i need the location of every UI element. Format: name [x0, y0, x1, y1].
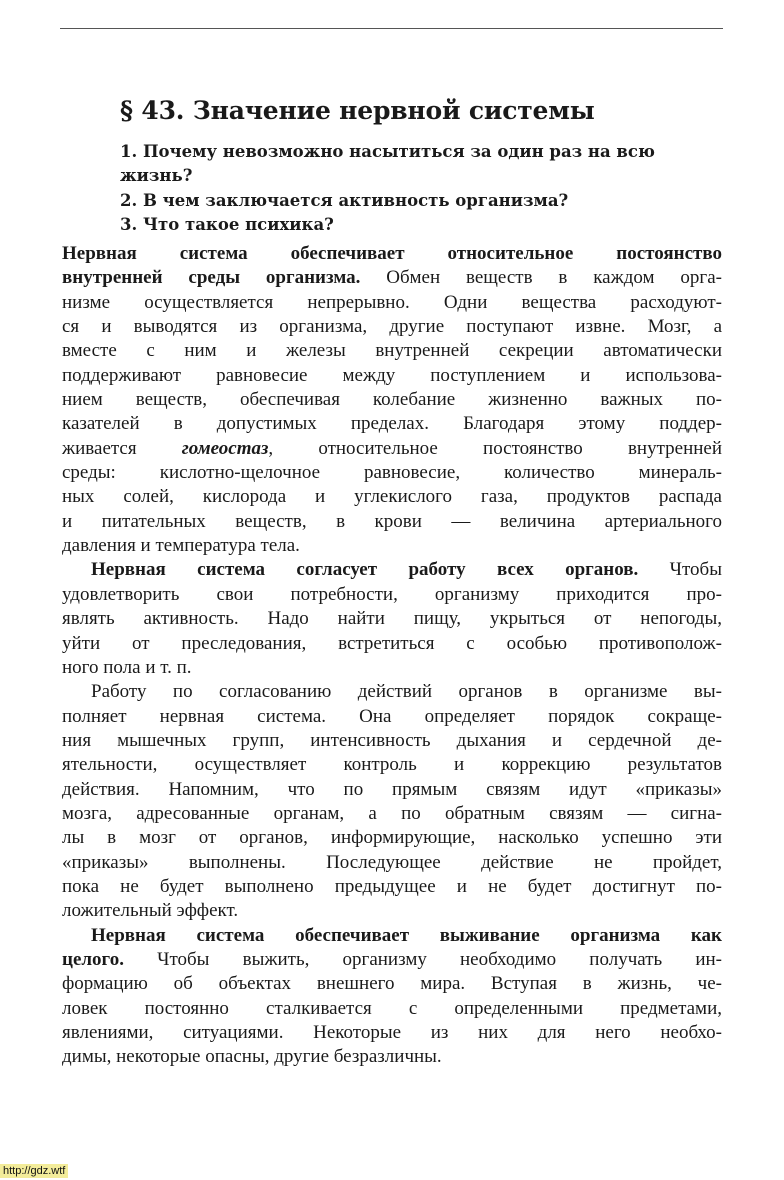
text-segment: Работу по согласованию действий органов в организме вы-: [91, 681, 722, 703]
bold-text: Нервная система обеспечивает относительное постоянство: [62, 243, 722, 264]
text-segment: ного пола и т. п.: [62, 656, 192, 678]
bold-text: Нервная система согласует работу всех органов.: [91, 559, 639, 581]
bold-text: внутренней среды организма.: [62, 267, 361, 289]
text-line: [62, 875, 722, 899]
text-segment: ловек постоянно сталкивается с определенными предметами,: [62, 997, 722, 1019]
watermark-link[interactable]: http://gdz.wtf: [0, 1164, 68, 1178]
text-segment: явлениями, ситуациями. Некоторые из них для него необхо-: [62, 1022, 722, 1043]
text-line: [62, 266, 722, 290]
text-segment: казателей в допустимых пределах. Благодаря этому поддер-: [62, 413, 722, 435]
text-segment: полняет нервная система. Она определяет порядок сокраще-: [62, 705, 722, 727]
text-line: [62, 899, 722, 923]
text-segment: являть активность. Надо найти пищу, укрыться от непогоды,: [62, 608, 722, 630]
text-segment: действия. Напомним, что по прямым связям идут «приказы»: [62, 778, 722, 800]
text-segment: лы в мозг от органов, информирующие, насколько успешно эти: [62, 827, 722, 849]
text-line: [62, 583, 722, 607]
text-line: [62, 388, 722, 412]
text-line: [62, 437, 722, 461]
text-line: [62, 802, 722, 826]
bold-text: Нервная система обеспечивает выживание организма как: [91, 924, 722, 946]
text-segment: формацию об объектах внешнего мира. Вступая в жизнь, че-: [62, 973, 722, 995]
text-line: [62, 534, 722, 558]
text-segment: среды: кислотно-щелочное равновесие, количество минераль-: [62, 462, 722, 484]
text-segment: низме осуществляется непрерывно. Одни вещества расходуют-: [62, 291, 722, 313]
text-segment: уйти от преследования, встретиться с особью противополож-: [62, 632, 722, 654]
text-line: [62, 680, 722, 704]
text-line: [62, 972, 722, 996]
text-segment: мозга, адресованные органам, а по обратным связям — сигна-: [62, 802, 722, 824]
text-line: [62, 510, 722, 534]
text-line: [62, 1045, 722, 1069]
text-segment: ятельности, осуществляет контроль и коррекцию результатов: [62, 754, 722, 776]
text-line: [62, 364, 722, 388]
header-rule: [60, 28, 723, 29]
text-segment: Чтобы выжить, организму необходимо получать ин-: [123, 948, 722, 970]
paragraph: [62, 924, 722, 1070]
paragraph: [62, 558, 722, 680]
text-segment: ных солей, кислорода и углекислого газа, продуктов распада: [62, 486, 722, 508]
text-segment: ся и выводятся из организма, другие поступают извне. Мозг, а: [62, 316, 722, 338]
text-segment: Обмен веществ в каждом орга-: [360, 267, 722, 289]
text-line: [62, 558, 722, 582]
question-line: 1. Почему невозможно насытиться за один раз на всю: [120, 142, 655, 161]
text-line: [62, 291, 722, 315]
term-text: гомеостаз: [181, 437, 269, 459]
text-line: [62, 948, 722, 972]
text-line: [62, 242, 722, 266]
text-segment: давления и температура тела.: [62, 535, 300, 557]
question-line: 3. Что такое психика?: [120, 214, 334, 234]
text-line: [62, 607, 722, 631]
question-line: 2. В чем заключается активность организма?: [120, 190, 569, 210]
paragraph: [62, 242, 722, 558]
text-segment: нием веществ, обеспечивая колебание жизненно важных по-: [62, 389, 722, 411]
bold-text: целого.: [62, 948, 124, 970]
text-segment: и питательных веществ, в крови — величина артериального: [62, 510, 722, 532]
text-segment: , относительное постоянство внутренней: [268, 437, 723, 459]
text-segment: ния мышечных групп, интенсивность дыхания и сердечной де-: [62, 729, 722, 751]
text-line: [62, 656, 722, 680]
text-line: [62, 924, 722, 948]
text-line: [62, 851, 722, 875]
review-questions: [120, 140, 720, 237]
text-segment: димы, некоторые опасны, другие безразличны.: [62, 1046, 442, 1068]
text-segment: Чтобы: [638, 559, 722, 581]
question-line: жизнь?: [120, 166, 193, 186]
text-line: [62, 729, 722, 753]
paragraph: [62, 680, 722, 923]
text-line: [62, 753, 722, 777]
text-line: [62, 997, 722, 1021]
text-line: [62, 315, 722, 339]
text-segment: поддерживают равновесие между поступлением и использова-: [62, 364, 722, 386]
text-segment: «приказы» выполнены. Последующее действие не пройдет,: [62, 851, 722, 873]
body-text: [62, 242, 722, 1070]
text-line: [62, 826, 722, 850]
text-line: [62, 778, 722, 802]
text-segment: пока не будет выполнено предыдущее и не будет достигнут по-: [62, 875, 722, 897]
text-segment: удовлетворить свои потребности, организму приходится про-: [62, 583, 722, 605]
text-segment: вместе с ним и железы внутренней секреции автоматически: [62, 340, 722, 362]
text-segment: живается: [62, 437, 182, 459]
text-line: [62, 1021, 722, 1045]
page-title: § 43. Значение нервной системы: [120, 96, 595, 125]
text-line: [62, 632, 722, 656]
text-line: [62, 485, 722, 509]
text-line: [62, 461, 722, 485]
text-line: [62, 339, 722, 363]
text-line: [62, 412, 722, 436]
text-segment: ложительный эффект.: [62, 900, 239, 922]
text-line: [62, 705, 722, 729]
